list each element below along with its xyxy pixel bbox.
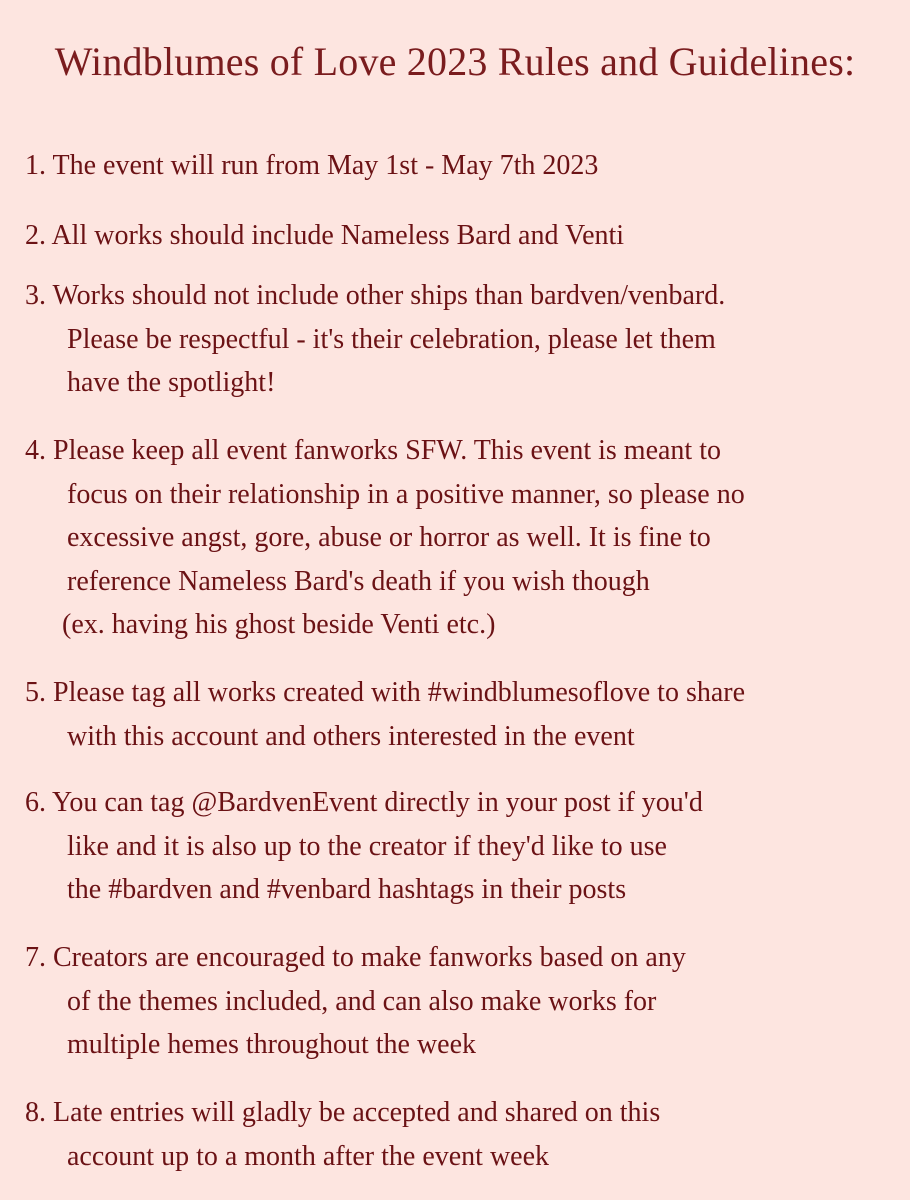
rule-1-line-1: 1. The event will run from May 1st - May 7th 2023 <box>25 150 599 181</box>
rule-7 <box>25 936 900 1067</box>
rule-8-line-1: 8. Late entries will gladly be accepted and shared on this <box>25 1097 661 1128</box>
rule-4 <box>25 429 900 647</box>
rule-4-line-4: reference Nameless Bard's death if you wish though <box>67 565 650 597</box>
rule-3 <box>25 274 900 405</box>
rule-3-line-3: have the spotlight! <box>67 367 276 398</box>
rule-5-line-1: 5. Please tag all works created with #windblumesoflove to share <box>25 677 746 708</box>
rule-7-line-3: multiple hemes throughout the week <box>67 1029 477 1060</box>
rule-2-line-1: 2. All works should include Nameless Bard and Venti <box>25 220 625 251</box>
rule-7-line-2: of the themes included, and can also make works for <box>67 985 657 1017</box>
rule-6-line-1: 6. You can tag @BardvenEvent directly in your post if you'd <box>25 787 703 818</box>
rule-1 <box>25 144 900 188</box>
rule-2 <box>25 214 900 258</box>
rule-8-line-2: account up to a month after the event week <box>67 1140 550 1172</box>
rule-5 <box>25 671 900 758</box>
rule-7-line-1: 7. Creators are encouraged to make fanworks based on any <box>25 942 686 973</box>
rule-8 <box>25 1091 900 1178</box>
rule-4-line-5: (ex. having his ghost beside Venti etc.) <box>62 609 496 640</box>
rule-3-line-2: Please be respectful - it's their celebration, please let them <box>67 323 716 355</box>
rule-5-line-2: with this account and others interested in the event <box>67 720 635 752</box>
rule-4-line-1: 4. Please keep all event fanworks SFW. This event is meant to <box>25 435 721 466</box>
rule-4-line-3: excessive angst, gore, abuse or horror as well. It is fine to <box>67 522 711 553</box>
rule-6-line-3: the #bardven and #venbard hashtags in their posts <box>67 874 627 905</box>
rule-3-line-1: 3. Works should not include other ships than bardven/venbard. <box>25 280 726 311</box>
page-title: Windblumes of Love 2023 Rules and Guidelines: <box>54 39 856 84</box>
rule-6-line-2: like and it is also up to the creator if they'd like to use <box>67 830 667 862</box>
rule-4-line-2: focus on their relationship in a positive manner, so please no <box>67 478 745 510</box>
rule-6 <box>25 781 900 912</box>
